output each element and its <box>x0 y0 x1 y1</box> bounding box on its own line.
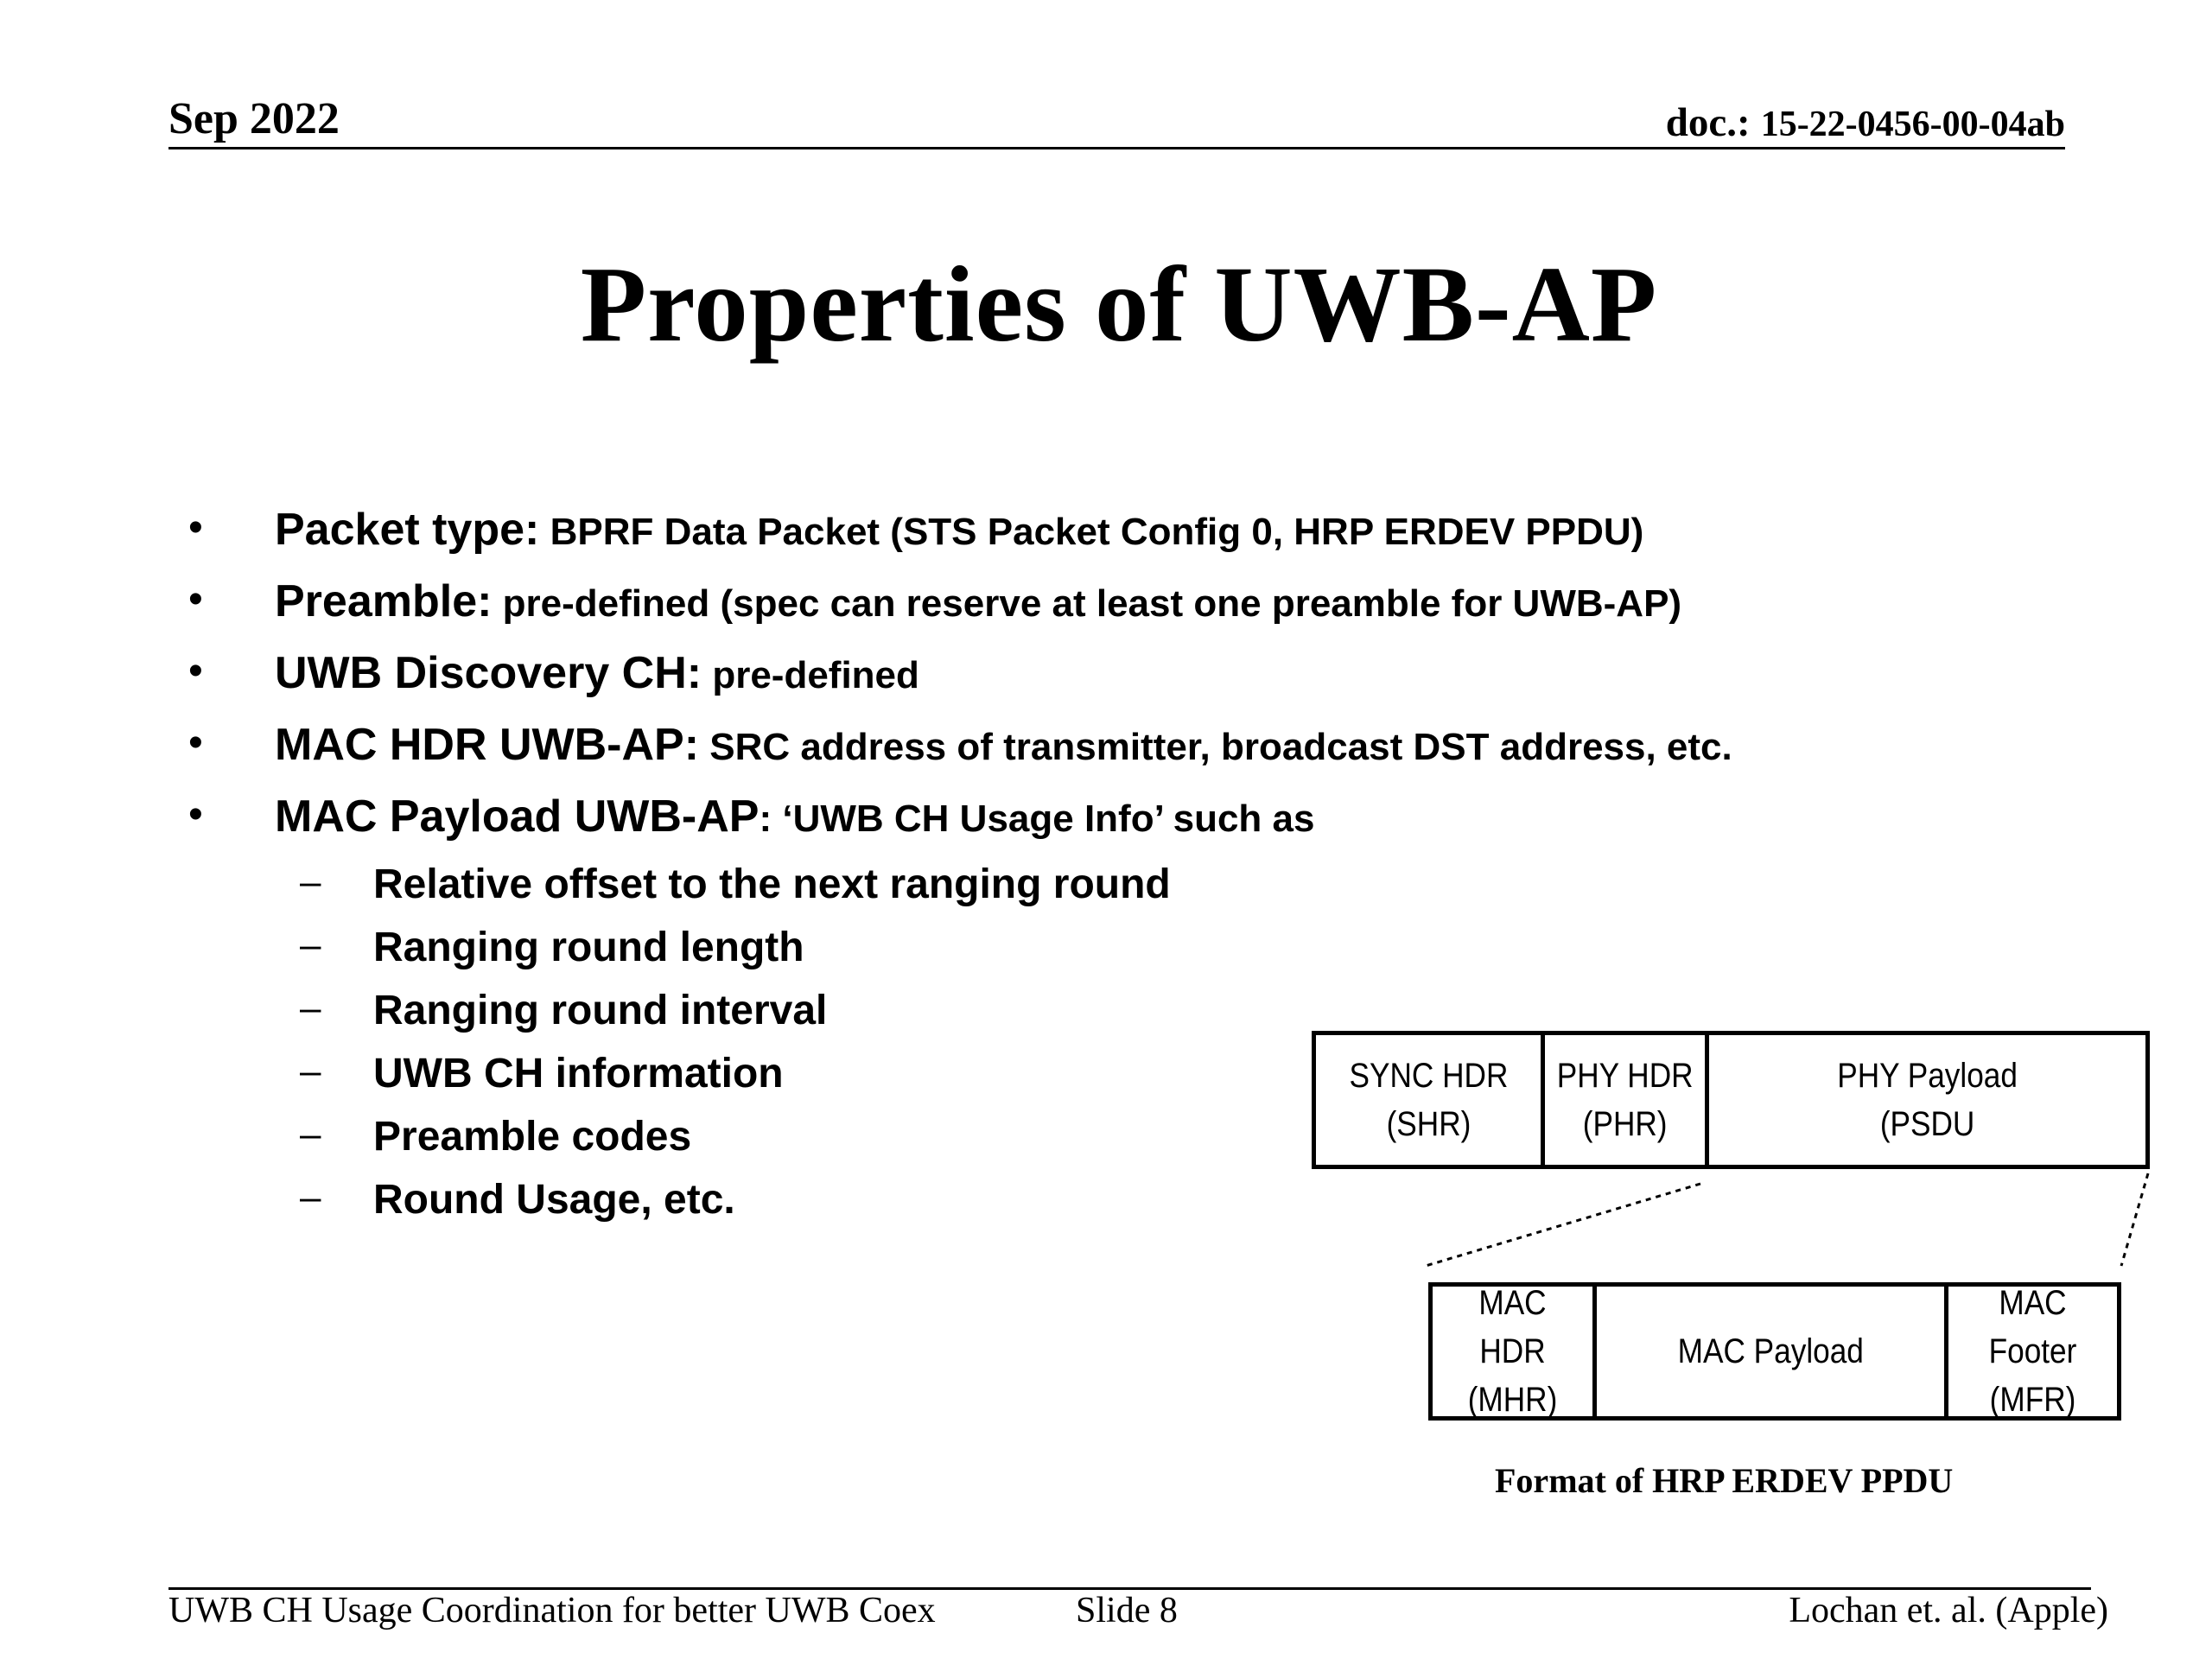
mac-field-payload <box>1597 1287 1948 1416</box>
field-abbrev: (MHR) <box>1467 1381 1558 1419</box>
field-name: MAC HDR <box>1478 1284 1547 1370</box>
dash-symbol: – <box>300 987 321 1029</box>
field-name: MAC Footer <box>1988 1284 2077 1370</box>
sub-bullet-text: Ranging round interval <box>373 988 828 1033</box>
expansion-line-right <box>2121 1173 2148 1266</box>
dash-symbol: – <box>300 1176 321 1218</box>
bullet-value: pre-defined (spec can reserve at least one preamble for UWB-AP) <box>492 582 1682 625</box>
field-name: MAC Payload <box>1677 1332 1864 1370</box>
field-name: PHY Payload <box>1837 1057 2018 1095</box>
field-abbrev: (MFR) <box>1989 1381 2076 1419</box>
bullet-label: MAC Payload UWB-AP <box>275 791 760 842</box>
mac-field-mfr <box>1948 1284 2117 1419</box>
bullet-value: : ‘UWB CH Usage Info’ such as <box>759 798 1315 840</box>
bullet-symbol: • <box>188 648 203 694</box>
field-name: PHY HDR <box>1556 1057 1694 1095</box>
bullet-label: Packet type: <box>275 505 540 555</box>
sub-bullet-text: Relative offset to the next ranging round <box>373 861 1171 907</box>
footer-authors: Lochan et. al. (Apple) <box>1789 1591 2108 1630</box>
bullet-symbol: • <box>188 791 203 837</box>
mac-frame-diagram <box>1428 1282 2121 1421</box>
field-abbrev: (PSDU <box>1879 1105 1975 1143</box>
doc-number: 15-22-0456-00-04ab <box>1760 105 2065 144</box>
field-name: SYNC HDR <box>1349 1057 1508 1095</box>
field-abbrev: (PHR) <box>1582 1105 1668 1143</box>
sub-bullet-text: Ranging round length <box>373 925 804 970</box>
diagram-caption: Format of HRP ERDEV PPDU <box>1495 1461 1954 1500</box>
field-abbrev: (SHR) <box>1386 1105 1471 1143</box>
sub-bullet-text: UWB CH information <box>373 1051 784 1096</box>
footer-title: UWB CH Usage Coordination for better UWB Coex <box>168 1591 936 1630</box>
mac-field-mhr <box>1433 1284 1597 1419</box>
header-date: Sep 2022 <box>168 94 340 143</box>
doc-label: doc.: <box>1665 100 1751 145</box>
sub-bullet-text: Round Usage, etc. <box>373 1177 735 1223</box>
bullet-symbol: • <box>188 505 203 550</box>
bullet-label: MAC HDR UWB-AP: <box>275 720 700 770</box>
bullet-symbol: • <box>188 576 203 622</box>
dash-symbol: – <box>300 1050 321 1092</box>
bullet-value: pre-defined <box>702 654 919 696</box>
bullet-label: Preamble: <box>275 576 493 626</box>
bullet-symbol: • <box>188 720 203 766</box>
sub-bullet-text: Preamble codes <box>373 1114 692 1160</box>
slide-number: Slide 8 <box>1076 1591 1178 1630</box>
bullet-value: SRC address of transmitter, broadcast DST address, etc. <box>699 726 1732 768</box>
expansion-line-left <box>1426 1184 1700 1266</box>
bullet-label: UWB Discovery CH: <box>275 648 702 698</box>
dash-symbol: – <box>300 861 321 903</box>
slide-title: Properties of UWB-AP <box>580 245 1658 365</box>
bullet-value: BPRF Data Packet (STS Packet Config 0, HRP ERDEV PPDU) <box>539 511 1644 553</box>
dash-symbol: – <box>300 924 321 966</box>
dash-symbol: – <box>300 1113 321 1155</box>
